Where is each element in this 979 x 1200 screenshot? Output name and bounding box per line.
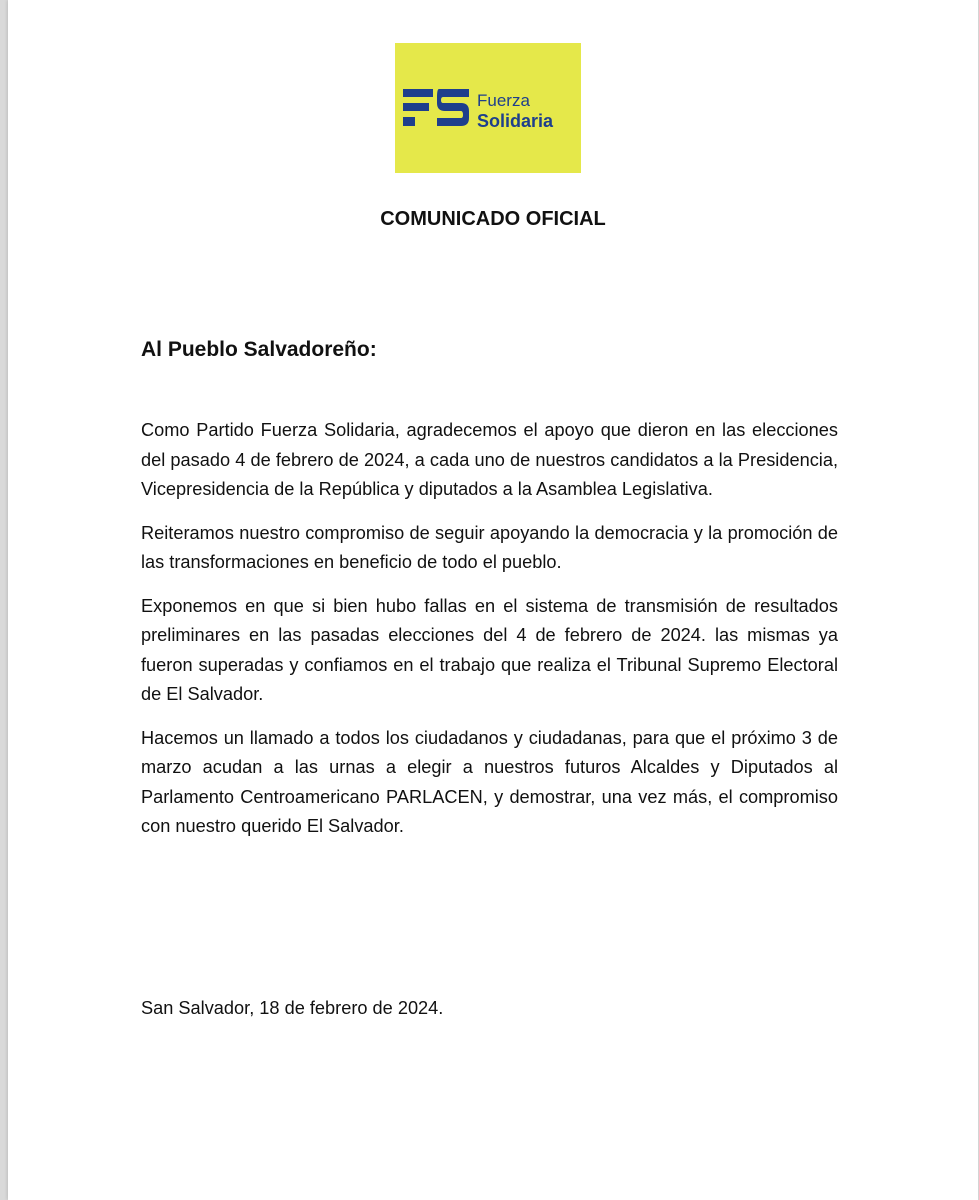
document-title: COMUNICADO OFICIAL — [380, 208, 606, 230]
place-and-date: San Salvador, 18 de febrero de 2024. — [141, 998, 444, 1018]
paragraph: Hacemos un llamado a todos los ciudadanos y ciudadanas, para que el próximo 3 de marzo acudan a las urnas a elegir a nuestros futuros Alcaldes y Diputados al Parlamento Centroamericano PARLACEN, y demostrar, una vez más, el compromiso con nuestro querido El Salvador. — [141, 727, 838, 836]
party-name-line2: Solidaria — [477, 111, 554, 131]
document-body — [141, 416, 838, 856]
document-page — [8, 0, 978, 1200]
fs-monogram-icon — [403, 89, 471, 127]
paragraph: Reiteramos nuestro compromiso de seguir apoyando la democracia y la promoción de las transformaciones en beneficio de todo el pueblo. — [141, 522, 838, 572]
party-name-line1: Fuerza — [477, 91, 530, 110]
party-logo — [395, 43, 581, 173]
paragraph: Exponemos en que si bien hubo fallas en el sistema de transmisión de resultados preliminares en las pasadas elecciones del 4 de febrero de 2024. las mismas ya fueron superadas y confiamos en el trabajo que realiza el Tribunal Supremo Electoral de El Salvador. — [141, 595, 838, 704]
greeting: Al Pueblo Salvadoreño: — [141, 338, 377, 361]
party-name — [477, 91, 553, 131]
paragraph: Como Partido Fuerza Solidaria, agradecemos el apoyo que dieron en las elecciones del pasado 4 de febrero de 2024, a cada uno de nuestros candidatos a la Presidencia, Vicepresidencia de la República y diputados a la Asamblea Legislativa. — [141, 420, 838, 499]
